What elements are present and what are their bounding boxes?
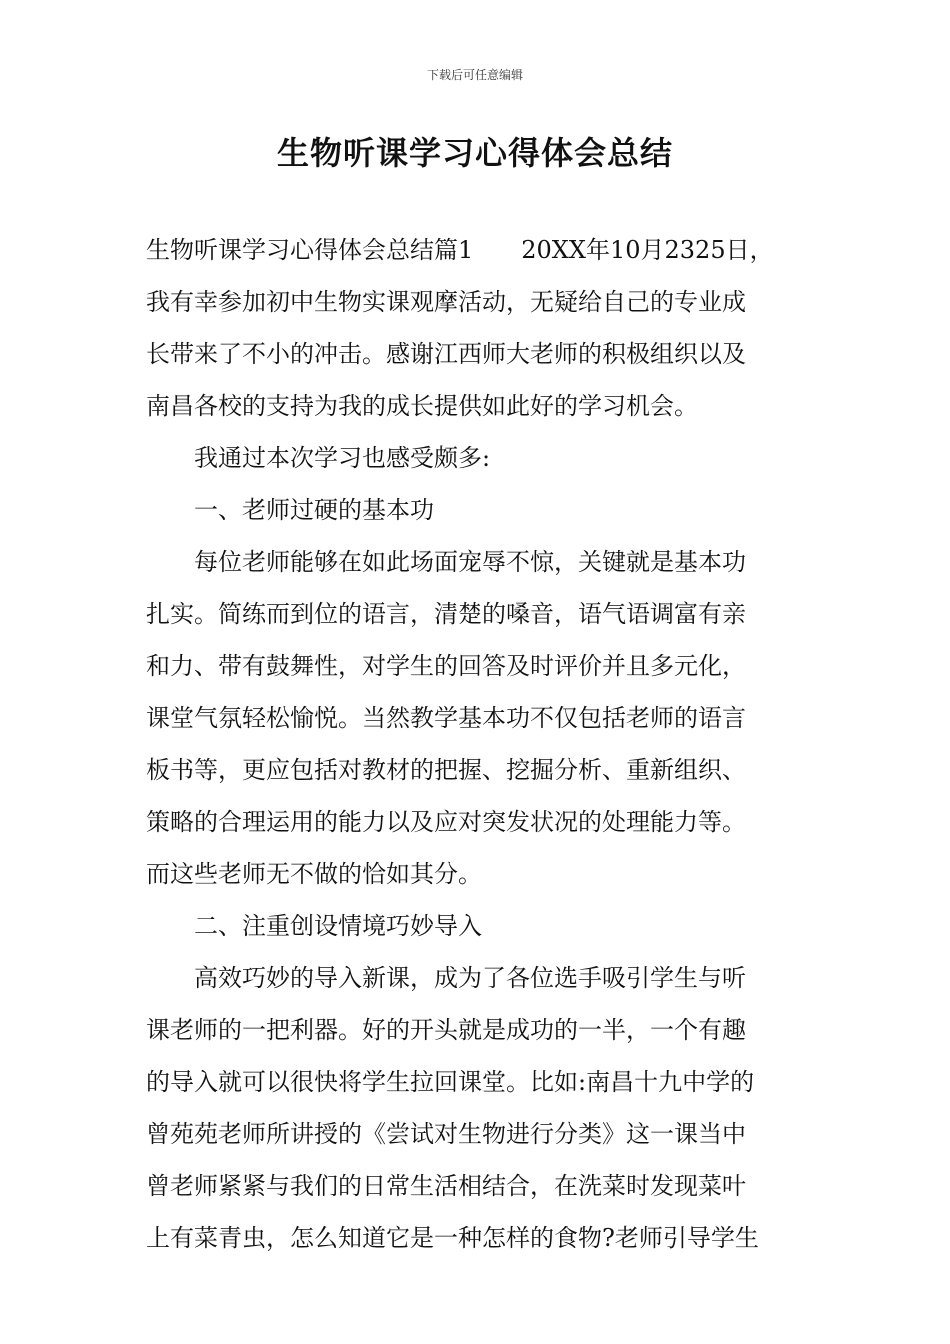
document-body [146,228,808,1268]
header-note: 下载后可任意编辑 [426,68,523,82]
paragraph-line: 二、注重创设情境巧妙导入 [194,912,482,940]
paragraph-line: 曾苑苑老师所讲授的《尝试对生物进行分类》这一课当中 [146,1120,746,1148]
paragraph-line: 曾老师紧紧与我们的日常生活相结合，在洗菜时发现菜叶 [146,1172,746,1200]
paragraph-line: 扎实。简练而到位的语言，清楚的嗓音，语气语调富有亲 [146,600,746,628]
document-title: 生物听课学习心得体会总结 [276,134,673,172]
paragraph-line: 而这些老师无不做的恰如其分。 [146,860,482,888]
paragraph-line: 板书等，更应包括对教材的把握、挖掘分析、重新组织、 [146,756,746,784]
paragraph-line: 生物听课学习心得体会总结篇1 20XX年10月2325日， [146,236,774,264]
paragraph-line: 高效巧妙的导入新课，成为了各位选手吸引学生与听 [194,964,746,992]
paragraph-line: 我通过本次学习也感受颇多: [194,444,491,472]
paragraph-line: 我有幸参加初中生物实课观摩活动，无疑给自己的专业成 [146,288,746,316]
paragraph-line: 课堂气氛轻松愉悦。当然教学基本功不仅包括老师的语言 [146,704,746,732]
paragraph-line: 课老师的一把利器。好的开头就是成功的一半，一个有趣 [146,1016,746,1044]
paragraph-line: 每位老师能够在如此场面宠辱不惊，关键就是基本功 [194,548,746,576]
paragraph-line: 南昌各校的支持为我的成长提供如此好的学习机会。 [146,392,698,420]
paragraph-line: 一、老师过硬的基本功 [194,496,434,524]
paragraph-line: 和力、带有鼓舞性，对学生的回答及时评价并且多元化， [146,652,746,680]
paragraph-line: 的导入就可以很快将学生拉回课堂。比如:南昌十九中学的 [146,1068,755,1096]
paragraph-line: 上有菜青虫，怎么知道它是一种怎样的食物?老师引导学生 [146,1224,759,1252]
paragraph-line: 策略的合理运用的能力以及应对突发状况的处理能力等。 [146,808,746,836]
paragraph-line: 长带来了不小的冲击。感谢江西师大老师的积极组织以及 [146,340,746,368]
